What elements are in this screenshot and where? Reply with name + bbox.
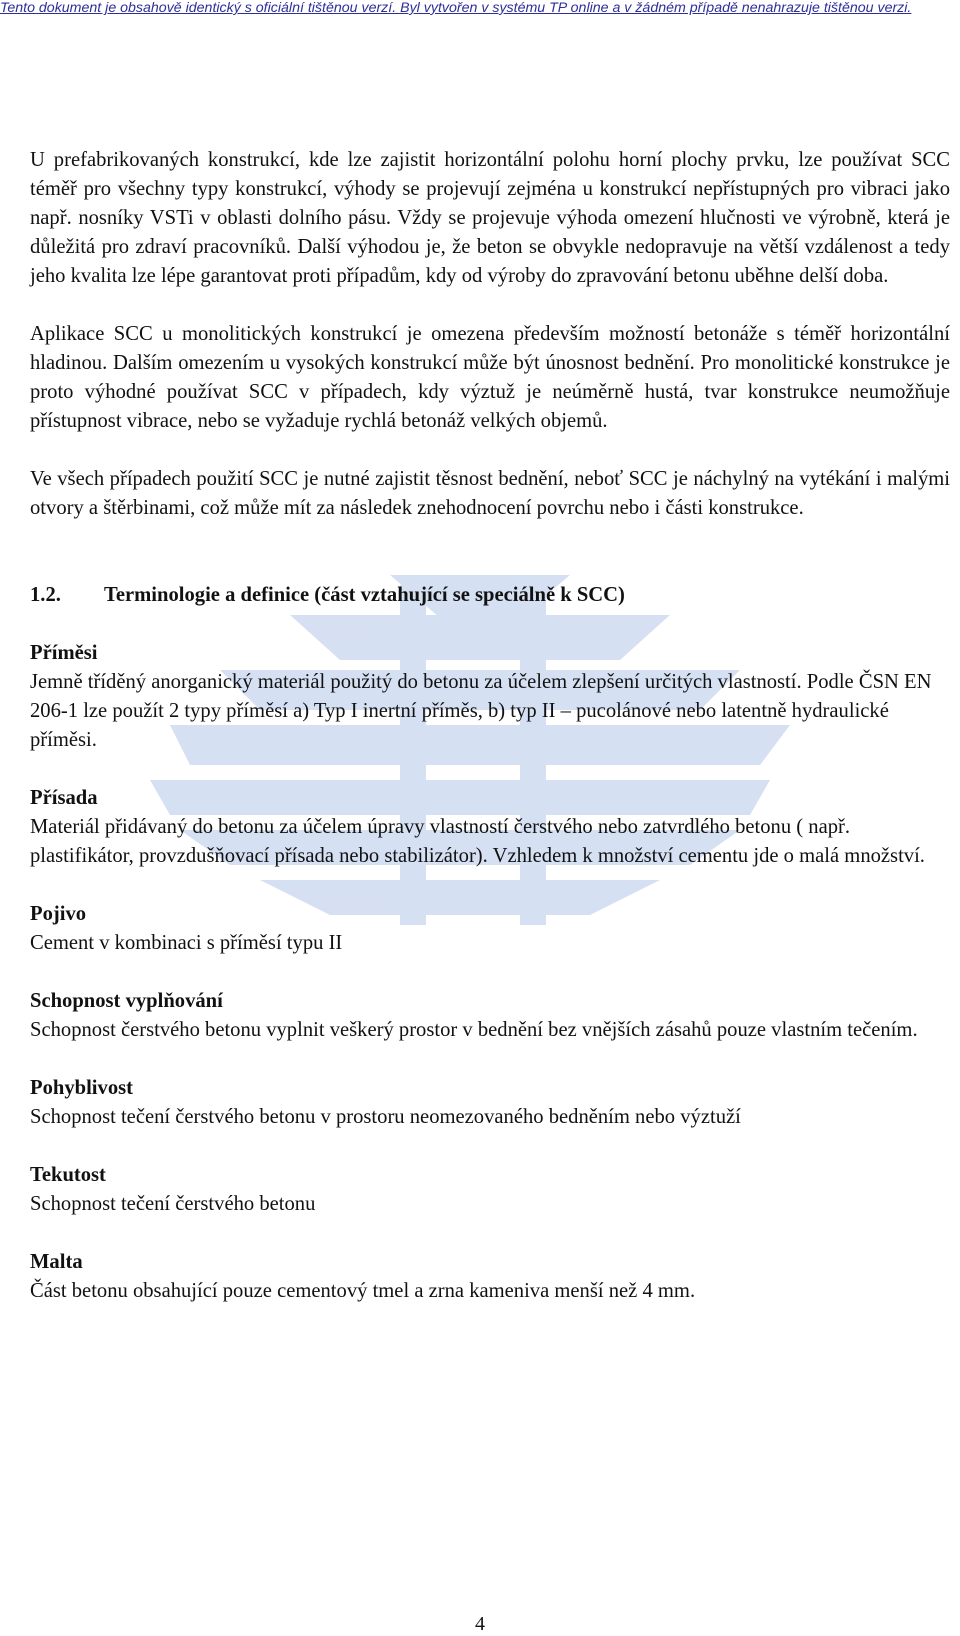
term-definition: Materiál přidávaný do betonu za účelem úpravy vlastností čerstvého nebo zatvrdlého betonu ( např. plastifikátor, provzdušňovací přísada nebo stabilizátor). Vzhledem k množství cementu jde o malá množství. — [30, 816, 925, 867]
term-title: Pohyblivost — [30, 1077, 133, 1099]
document-body — [30, 146, 950, 1306]
term-title: Příměsi — [30, 642, 98, 664]
section-number: 1.2. — [30, 584, 61, 606]
page-number: 4 — [475, 1613, 485, 1635]
term-definition: Schopnost tečení čerstvého betonu v prostoru neomezovaného bedněním nebo výztuží — [30, 1106, 741, 1128]
term-title: Malta — [30, 1251, 83, 1273]
term-definition: Cement v kombinaci s příměsí typu II — [30, 932, 343, 954]
term-title: Tekutost — [30, 1164, 106, 1186]
term-title: Pojivo — [30, 903, 87, 925]
term-definition: Část betonu obsahující pouze cementový tmel a zrna kameniva menší než 4 mm. — [30, 1280, 696, 1302]
header-notice: Tento dokument je obsahově identický s oficiální tištěnou verzí. Byl vytvořen v systému TP online a v žádném případě nenahrazuje tištěnou verzi. — [0, 0, 912, 16]
paragraph-formwork: Ve všech případech použití SCC je nutné zajistit těsnost bednění, neboť SCC je náchylný na vytékání i malými otvory a štěrbinami, což může mít za následek znehodnocení povrchu nebo i části konstrukce. — [30, 468, 950, 519]
term-definition: Schopnost čerstvého betonu vyplnit veškerý prostor v bednění bez vnějších zásahů pouze vlastním tečením. — [30, 1019, 918, 1041]
section-title: Terminologie a definice (část vztahující se speciálně k SCC) — [104, 584, 625, 606]
paragraph-prefabricated: U prefabrikovaných konstrukcí, kde lze zajistit horizontální polohu horní plochy prvku, lze používat SCC téměř pro všechny typy konstrukcí, výhody se projevují zejména u konstrukcí nepřístupných pro vibraci jako např. nosníky VSTi v oblasti dolního pásu. Vždy se projevuje výhoda omezení hlučnosti ve výrobně, která je důležitá pro zdraví pracovníků. Další výhodou je, že beton se obvykle nedopravuje na větší vzdálenost a tedy jeho kvalita lze lépe garantovat proti případům, kdy od výroby do zpravování betonu uběhne delší doba. — [30, 149, 950, 287]
term-definition: Schopnost tečení čerstvého betonu — [30, 1193, 316, 1215]
term-title: Schopnost vyplňování — [30, 990, 223, 1012]
section-heading — [30, 581, 950, 610]
paragraph-monolithic: Aplikace SCC u monolitických konstrukcí je omezena především možností betonáže s téměř horizontální hladinou. Dalším omezením u vysokých konstrukcí může být únosnost bednění. Pro monolitické konstrukce je proto výhodné používat SCC v případech, kdy výztuž je neúměrně hustá, tvar konstrukce neumožňuje přístupnost vibrace, nebo se vyžaduje rychlá betonáž velkých objemů. — [30, 323, 950, 432]
term-title: Přísada — [30, 787, 98, 809]
term-definition: Jemně tříděný anorganický materiál použitý do betonu za účelem zlepšení určitých vlastností. Podle ČSN EN 206-1 lze použít 2 typy příměsí a) Typ I inertní příměs, b) typ II – pucolánové nebo latentně hydraulické příměsi. — [30, 671, 932, 751]
